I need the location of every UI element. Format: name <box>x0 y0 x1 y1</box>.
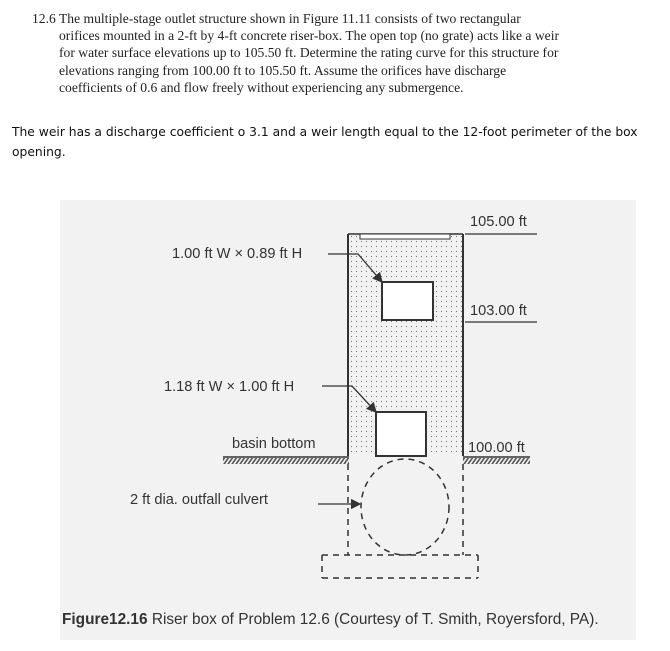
upper-orifice <box>382 282 433 320</box>
lower-orifice <box>376 412 426 456</box>
right-ground-hatch <box>463 458 530 464</box>
elevation-bottom-label: 100.00 ft <box>468 440 525 456</box>
figure-caption <box>62 611 599 628</box>
basin-bottom-label: basin bottom <box>232 436 316 452</box>
problem-text: The multiple-stage outlet structure shown in Figure 11.11 consists of two rectangular orifices mounted in a 2-ft by 4-ft concrete riser-box. The open top (no grate) acts like a weir for water surface elevations up to 105.50 ft. Determine the rating curve for this structure for elevations ranging from 100.00 ft to 105.50 ft. Assume the orifices have discharge coefficients of 0.6 and flow freely without experiencing any submergence. <box>59 11 559 95</box>
caption-text: Riser box of Problem 12.6 (Courtesy of T. Smith, Royersford, PA). <box>147 611 599 628</box>
basin-bottom-hatch <box>223 458 349 464</box>
elevation-middle-label: 103.00 ft <box>470 303 527 319</box>
caption-label: Figure12.16 <box>62 611 148 628</box>
upper-orifice-label: 1.00 ft W × 0.89 ft H <box>172 246 303 262</box>
culvert-label: 2 ft dia. outfall culvert <box>130 492 268 508</box>
weir-note: The weir has a discharge coefficient o 3.1 and a weir length equal to the 12-foot perimeter of the box opening. <box>12 125 638 159</box>
problem-number: 12.6 <box>32 11 56 26</box>
problem-statement <box>32 10 562 96</box>
elevation-top-label: 105.00 ft <box>470 214 527 230</box>
riser-box-figure <box>60 200 636 640</box>
lower-orifice-label: 1.18 ft W × 1.00 ft H <box>164 379 295 395</box>
